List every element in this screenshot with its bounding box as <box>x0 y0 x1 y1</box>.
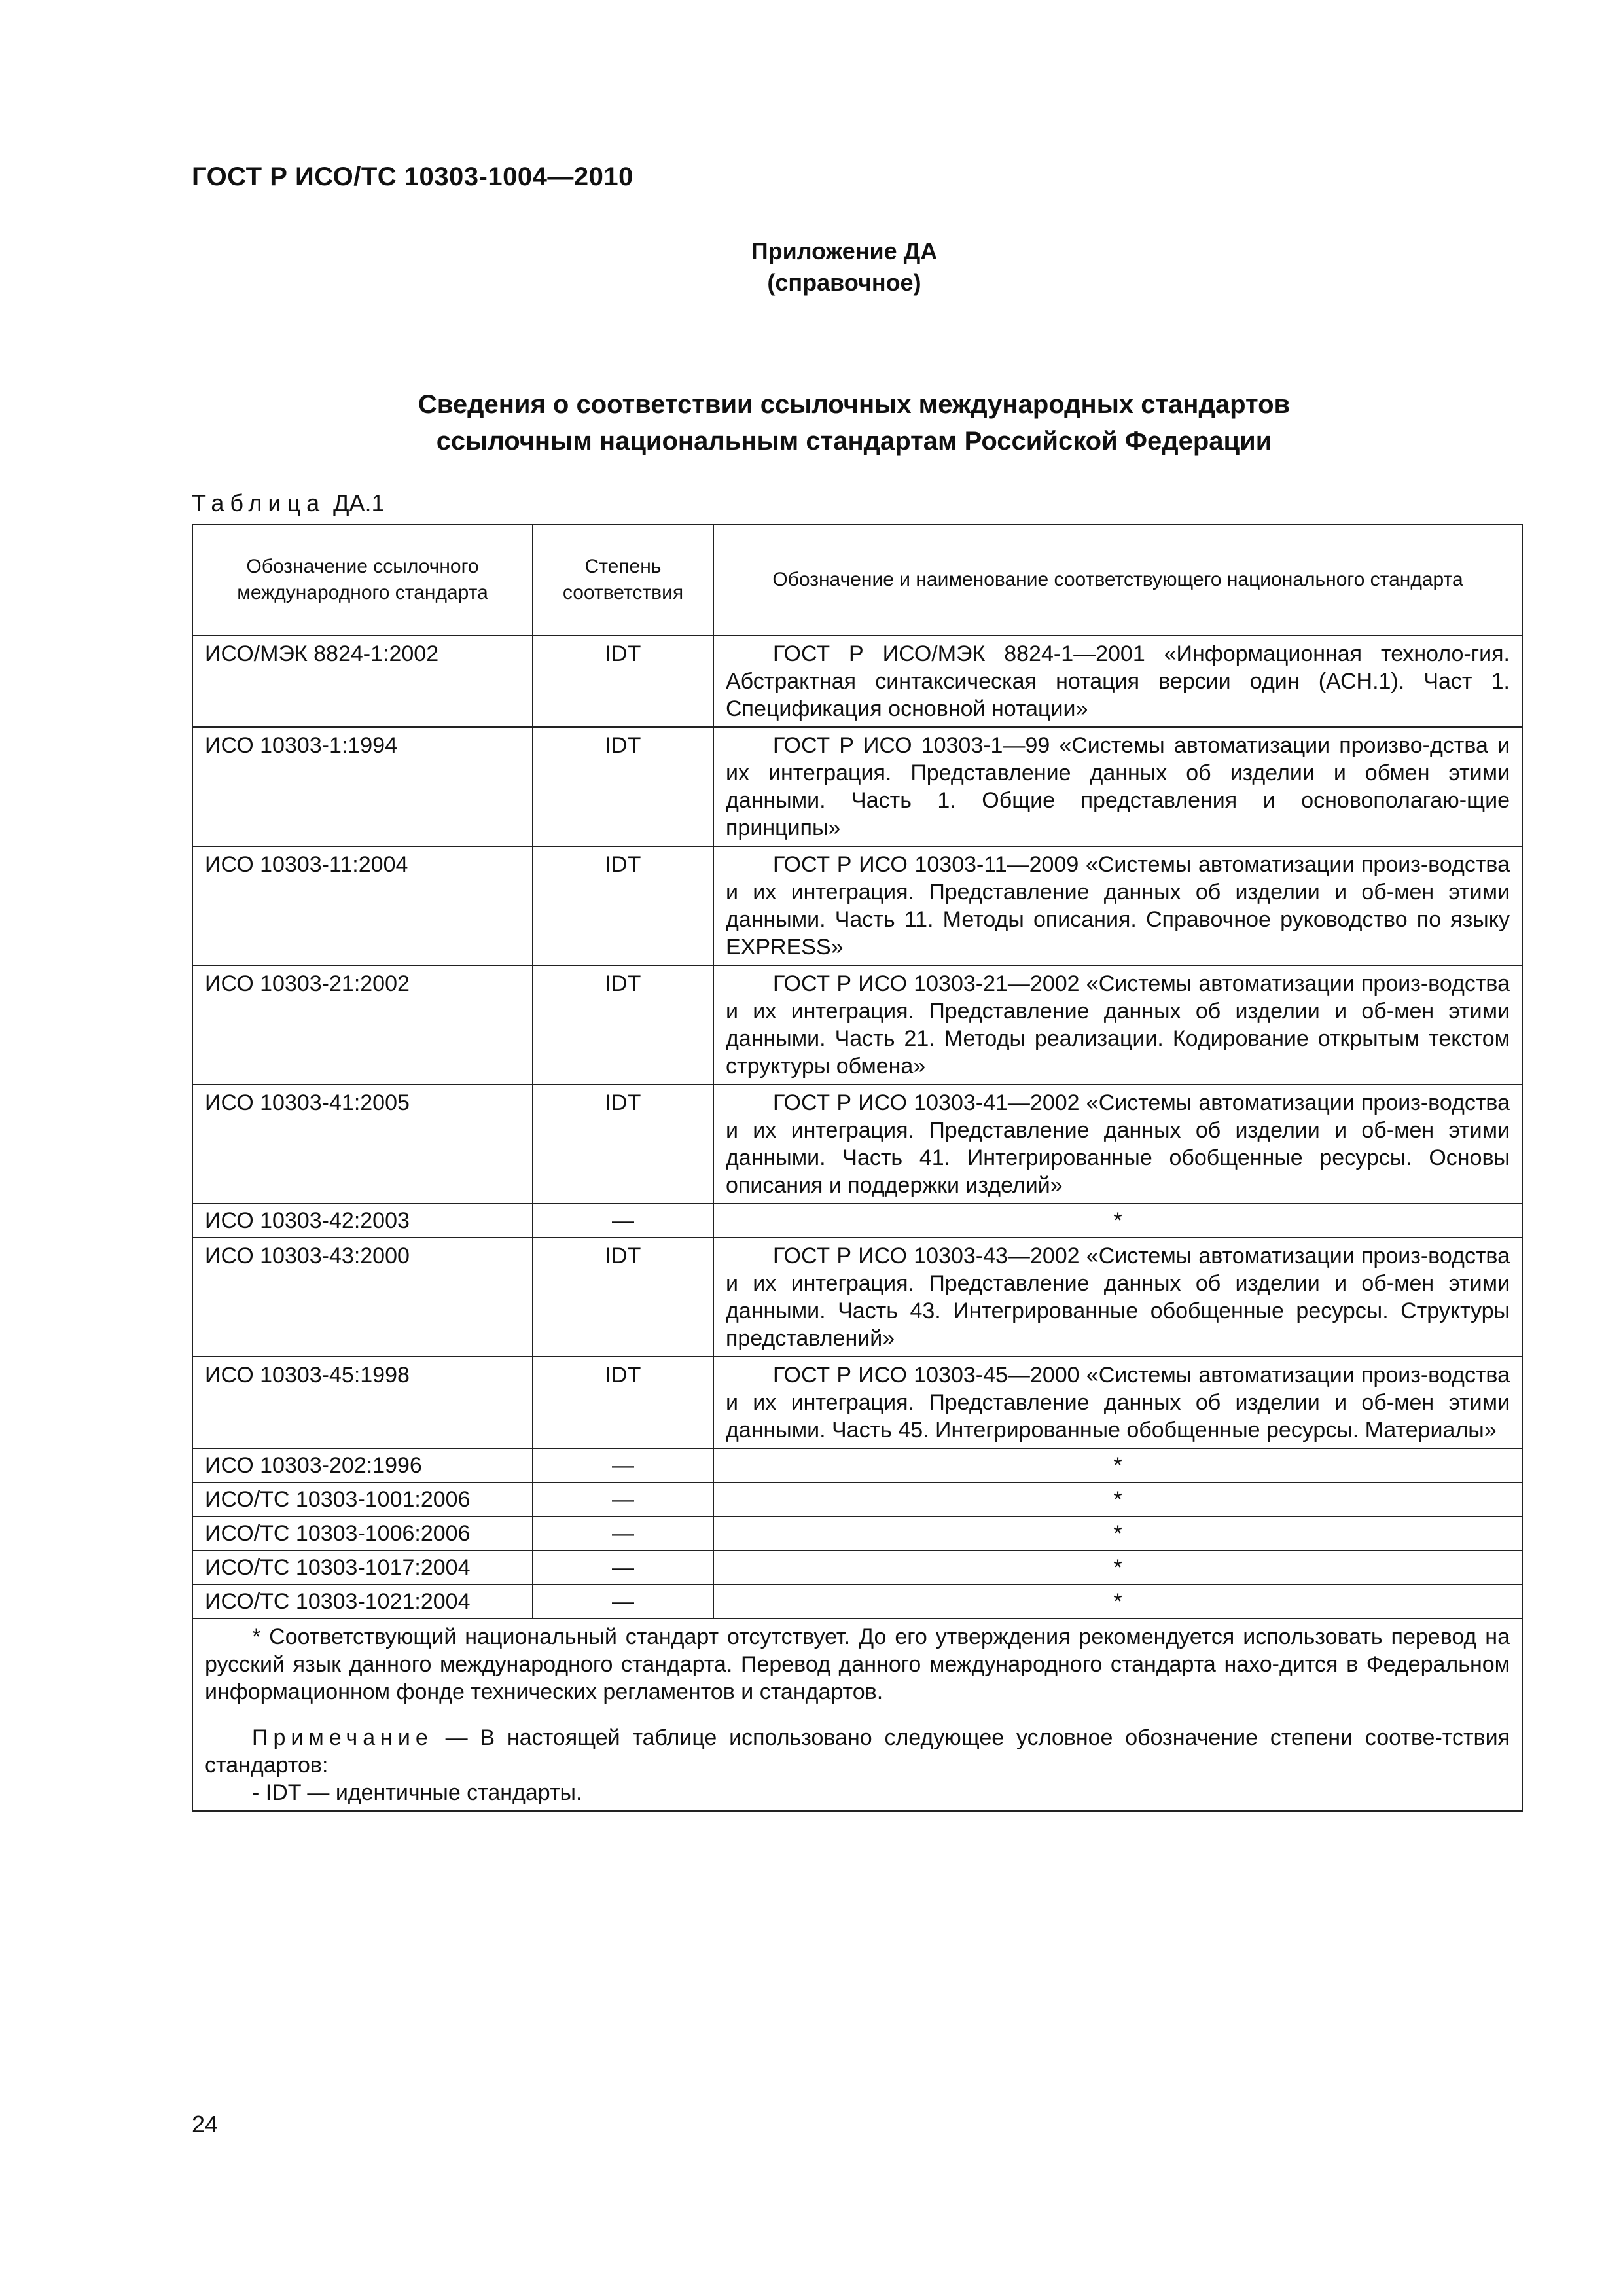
cell-national-standard: ГОСТ Р ИСО 10303-21—2002 «Системы автоматизации произ-водства и их интеграция. Представление данных об изделии и об-мен этими данными. Часть 21. Методы реализации. Кодирование открытым текстом структуры обмена» <box>713 965 1522 1085</box>
cell-international-standard: ИСО/ТС 10303-1017:2004 <box>192 1551 533 1585</box>
table-row <box>192 846 1522 965</box>
cell-national-standard: ГОСТ Р ИСО 10303-11—2009 «Системы автоматизации произ-водства и их интеграция. Представление данных об изделии и об-мен этими данными. Часть 11. Методы описания. Справочное руководство по языку EXPRESS» <box>713 846 1522 965</box>
header-international-standard: Обозначение ссылочного международного стандарта <box>192 524 533 636</box>
table-row <box>192 1516 1522 1551</box>
table-row <box>192 1357 1522 1448</box>
cell-degree: IDT <box>533 1238 713 1357</box>
cell-degree: — <box>533 1204 713 1238</box>
table-row <box>192 1551 1522 1585</box>
cell-degree: — <box>533 1448 713 1482</box>
cell-national-standard: ГОСТ Р ИСО 10303-1—99 «Системы автоматизации произво-дства и их интеграция. Представление данных об изделии и обмен этими данными. Часть 1. Общие представления и основополагаю-щие принципы» <box>713 727 1522 846</box>
cell-degree: IDT <box>533 965 713 1085</box>
table-row <box>192 1585 1522 1619</box>
page-number: 24 <box>192 2111 219 2138</box>
section-title <box>192 386 1516 459</box>
cell-national-standard: ГОСТ Р ИСО 10303-41—2002 «Системы автоматизации произ-водства и их интеграция. Представление данных об изделии и об-мен этими данными. Часть 41. Интегрированные обобщенные ресурсы. Основы описания и поддержки изделий» <box>713 1085 1522 1204</box>
table-row <box>192 1085 1522 1204</box>
header-national-standard: Обозначение и наименование соответствующего национального стандарта <box>713 524 1522 636</box>
document-code: ГОСТ Р ИСО/ТС 10303-1004—2010 <box>192 162 633 191</box>
cell-international-standard: ИСО 10303-42:2003 <box>192 1204 533 1238</box>
cell-international-standard: ИСО/МЭК 8824-1:2002 <box>192 636 533 727</box>
table-caption-id: ДА.1 <box>333 490 385 516</box>
footnote-text: * Соответствующий национальный стандарт отсутствует. До его утверждения рекомендуется использовать перевод на русский язык данного международного стандарта. Перевод данного международного стандарта нахо-дится в Федеральном информационном фонде технических регламентов и стандартов. <box>205 1624 1510 1704</box>
cell-degree: — <box>533 1551 713 1585</box>
table-row <box>192 727 1522 846</box>
correspondence-table <box>192 524 1523 1812</box>
cell-degree: IDT <box>533 1085 713 1204</box>
table-caption-word: Таблица <box>192 490 326 516</box>
table-row <box>192 965 1522 1085</box>
cell-national-standard: ГОСТ Р ИСО 10303-43—2002 «Системы автоматизации произ-водства и их интеграция. Представление данных об изделии и об-мен этими данными. Часть 43. Интегрированные обобщенные ресурсы. Структуры представлений» <box>713 1238 1522 1357</box>
cell-international-standard: ИСО 10303-21:2002 <box>192 965 533 1085</box>
note-text: — В настоящей таблице использовано следующее условное обозначение степени соотве-тствия стандартов: <box>205 1725 1510 1778</box>
section-title-line-2: ссылочным национальным стандартам Российской Федерации <box>436 427 1272 456</box>
table-row <box>192 1204 1522 1238</box>
annex-heading <box>0 236 1623 298</box>
cell-international-standard: ИСО 10303-45:1998 <box>192 1357 533 1448</box>
table-row <box>192 1238 1522 1357</box>
table-row <box>192 1482 1522 1516</box>
cell-international-standard: ИСО 10303-41:2005 <box>192 1085 533 1204</box>
cell-degree: IDT <box>533 1357 713 1448</box>
cell-degree: IDT <box>533 846 713 965</box>
note-item: - IDT — идентичные стандарты. <box>252 1780 582 1805</box>
header-degree: Степень соответствия <box>533 524 713 636</box>
section-title-line-1: Сведения о соответствии ссылочных международных стандартов <box>418 390 1291 419</box>
cell-international-standard: ИСО/ТС 10303-1001:2006 <box>192 1482 533 1516</box>
annex-title: Приложение ДА <box>751 238 938 264</box>
cell-degree: — <box>533 1516 713 1551</box>
cell-national-standard-absent: * <box>713 1585 1522 1619</box>
cell-national-standard: ГОСТ Р ИСО/МЭК 8824-1—2001 «Информационная техноло-гия. Абстрактная синтаксическая нотация версии один (АСН.1). Част 1. Спецификация основной нотации» <box>713 636 1522 727</box>
cell-international-standard: ИСО 10303-43:2000 <box>192 1238 533 1357</box>
cell-degree: IDT <box>533 727 713 846</box>
cell-international-standard: ИСО 10303-1:1994 <box>192 727 533 846</box>
cell-national-standard-absent: * <box>713 1204 1522 1238</box>
cell-national-standard: ГОСТ Р ИСО 10303-45—2000 «Системы автоматизации произ-водства и их интеграция. Представление данных об изделии и об-мен этими данными. Часть 45. Интегрированные обобщенные ресурсы. Материалы» <box>713 1357 1522 1448</box>
table-row <box>192 1448 1522 1482</box>
cell-international-standard: ИСО 10303-11:2004 <box>192 846 533 965</box>
cell-national-standard-absent: * <box>713 1482 1522 1516</box>
cell-international-standard: ИСО 10303-202:1996 <box>192 1448 533 1482</box>
cell-international-standard: ИСО/ТС 10303-1006:2006 <box>192 1516 533 1551</box>
note-paragraph <box>205 1724 1510 1779</box>
cell-national-standard-absent: * <box>713 1448 1522 1482</box>
cell-degree: — <box>533 1585 713 1619</box>
cell-degree: IDT <box>533 636 713 727</box>
annex-subtitle: (справочное) <box>767 269 921 296</box>
table-row <box>192 636 1522 727</box>
cell-national-standard-absent: * <box>713 1516 1522 1551</box>
cell-international-standard: ИСО/ТС 10303-1021:2004 <box>192 1585 533 1619</box>
table-header-row <box>192 524 1522 636</box>
table-footer-row <box>192 1619 1522 1811</box>
table-caption <box>192 490 385 517</box>
cell-national-standard-absent: * <box>713 1551 1522 1585</box>
cell-degree: — <box>533 1482 713 1516</box>
table-footnotes <box>192 1619 1522 1811</box>
note-label: Примечание <box>252 1725 433 1750</box>
